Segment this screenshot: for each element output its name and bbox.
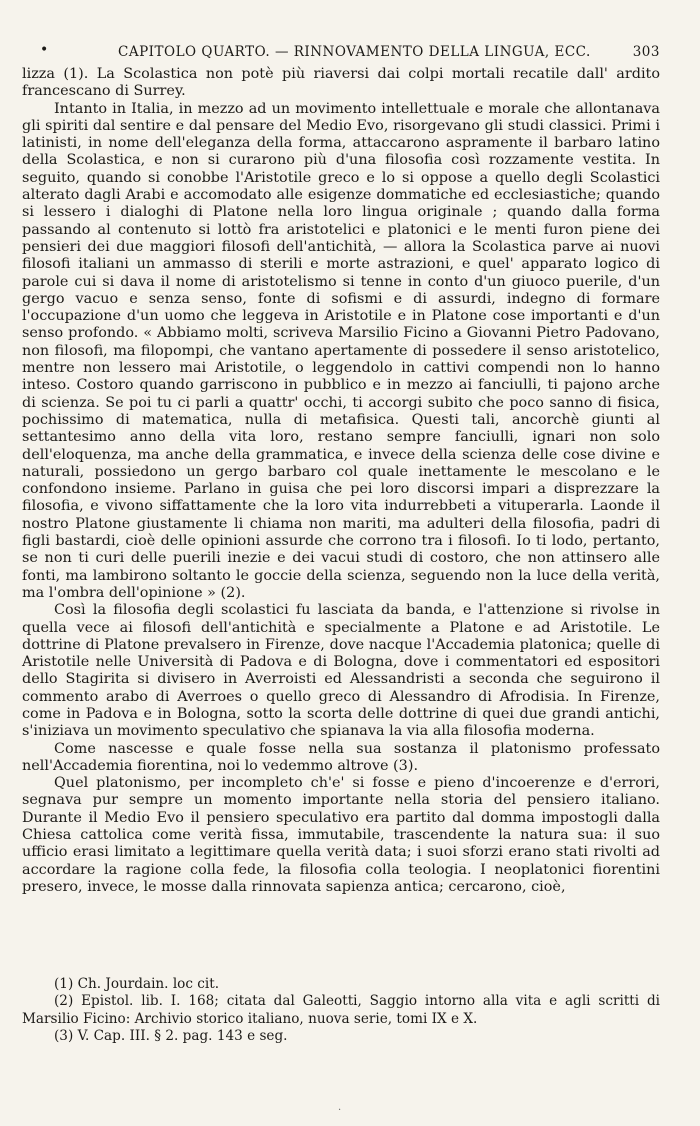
main-text xyxy=(22,66,660,896)
footnote-1: (1) Ch. Jourdain. loc cit. xyxy=(54,976,220,992)
running-title: CAPITOLO QUARTO. — RINNOVAMENTO DELLA LINGUA, ECC. xyxy=(118,44,591,60)
footnote-2: (2) Epistol. lib. I. 168; citata dal Galeotti, Saggio intorno alla vita e agli scritti di Marsilio Ficino: Archivio storico italiano, nuova serie, tomi IX e X. xyxy=(22,993,660,1027)
page-number: 303 xyxy=(632,44,660,60)
footnotes xyxy=(22,976,660,1046)
paragraph-5: Quel platonismo, per incompleto ch'e' si fosse e pieno d'incoerenze e d'errori, segnava pur sempre un momento importante nella storia del pensiero italiano. Durante il Medio Evo il pensiero speculativo era partito dal domma impostogli dalla Chiesa cattolica come verità fissa, immutabile, trascendente la natura sua: il suo ufficio erasi limitato a legittimare quella verità data; i suoi sforzi erano stati rivolti ad accordare la ragione colla fede, la filosofia colla teologia. I neoplatonici fiorentini presero, invece, le mosse dalla rinnovata sapienza antica; cercarono, cioè, xyxy=(22,775,660,895)
bottom-mark: . xyxy=(338,1102,342,1113)
paragraph-3: Così la filosofia degli scolastici fu lasciata da banda, e l'attenzione si rivolse in quella vece ai filosofi dell'antichità e specialmente a Platone e ad Aristotile. Le dottrine di Platone prevalsero in Firenze, dove nacque l'Accademia platonica; quelle di Aristotile nelle Università di Padova e di Bologna, dove i commentatori ed espositori dello Stagirita si divisero in Averroisti ed Alessandristi a seconda che seguirono il commento arabo di Averroes o quello greco di Alessandro di Afrodisia. In Firenze, come in Padova e in Bologna, sotto la scorta delle dottrine di quei due grandi antichi, s'iniziava un movimento speculativo che spianava la via alla filosofia moderna. xyxy=(22,602,660,740)
footnote-3: (3) V. Cap. III. § 2. pag. 143 e seg. xyxy=(54,1028,288,1045)
paragraph-4: Come nascesse e quale fosse nella sua sostanza il platonismo professato nell'Accademia fiorentina, noi lo vedemmo altrove (3). xyxy=(22,740,660,774)
running-header xyxy=(22,44,660,60)
paragraph-2: Intanto in Italia, in mezzo ad un movimento intellettuale e morale che allontanava gli spiriti dal sentire e dal pensare del Medio Evo, risorgevano gli studi classici. Primi i latinisti, in nome dell'eleganza della forma, attaccarono aspramente il barbaro latino della Scolastica, e non si curarono più d'una filosofia così rozzamente vestita. In seguito, quando si conobbe l'Aristotile greco e lo si oppose a quello degli Scolastici alterato dagli Arabi e accomodato alle esigenze dommatiche ed ecclesiastiche; quando si lessero i dialoghi di Platone nella loro lingua originale ; quando dalla forma passando al contenuto si lottò fra aristotelici e platonici e le menti furon piene dei pensieri dei due maggiori filosofi dell'antichità, — allora la Scolastica parve ai nuovi filosofi italiani un ammasso di sterili e morte astrazioni, e quel' apparato logico di parole cui si dava il nome di aristotelismo si tenne in conto d'un giuoco puerile, d'un gergo vacuo e senza senso, fonte di sofismi e di assurdi, indegno di formare l'occupazione d'un uomo che leggeva in Aristotile e in Platone cose importanti e d'un senso profondo. « Abbiamo molti, scriveva Marsilio Ficino a Giovanni Pietro Padovano, non filosofi, ma filopompi, che vantano apertamente di possedere il senso aristotelico, mentre non lessero mai Aristotile, o leggendolo in cattivi compendi non lo hanno inteso. Costoro quando garriscono in pubblico e in mezzo ai fanciulli, ti pajono arche di scienza. Se poi tu ci parli a quattr' occhi, ti accorgi subito che poco sanno di fisica, pochissimo di matematica, nulla di metafisica. Questi tali, ancorchè giunti al settantesimo anno della vita loro, restano sempre fanciulli, ignari non solo dell'eloquenza, ma anche della grammatica, e invece della scienza delle cose divine e naturali, possiedono un gergo barbaro col quale inettamente le mescolano e le confondono insieme. Parlano in guisa che pei loro discorsi impari a disprezzare la filosofia, e vivono siffattamente che la loro vita indurrebbeti a vituperarla. Laonde il nostro Platone giustamente li chiama non mariti, ma adulteri della filosofia, padri di figli bastardi, cioè delle opinioni assurde che corrono tra i filosofi. Io ti lodo, pertanto, se non ti curi delle puerili inezie e dei vacui studi di costoro, che non attinsero alle fonti, ma lambirono soltanto le goccie della scienza, seguendo non la luce della verità, ma l'ombra dell'opinione » (2). xyxy=(22,100,660,601)
paragraph-1: lizza (1). La Scolastica non potè più riaversi dai colpi mortali recatile dall' ardito francescano di Surrey. xyxy=(22,66,660,100)
header-dot: • xyxy=(40,42,49,58)
